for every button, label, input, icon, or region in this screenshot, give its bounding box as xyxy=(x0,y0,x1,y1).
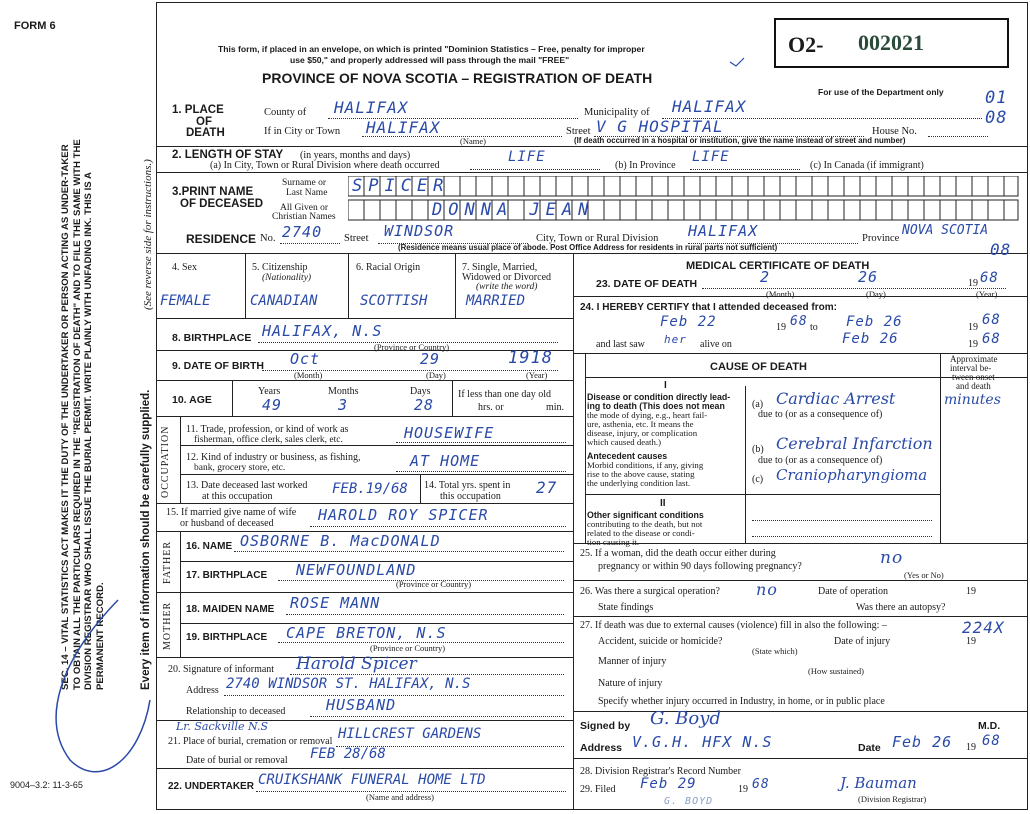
from-year: 68 xyxy=(790,314,808,329)
direct-2: ing to death (This does not mean xyxy=(587,401,725,411)
alive-year-prefix: 19 xyxy=(968,339,978,350)
father-birthplace-value: NEWFOUNDLAND xyxy=(296,561,417,579)
trade-label-2: fisherman, office clerk, sales clerk, etc. xyxy=(194,435,343,445)
father-name-value: OSBORNE B. MacDONALD xyxy=(240,532,441,550)
interval-label-3: tween onset xyxy=(952,372,995,382)
racial-label: 6. Racial Origin xyxy=(356,262,421,273)
stay-label: 2. LENGTH OF STAY xyxy=(172,149,284,161)
q27-where-label: Specify whether injury occurred in Industry, in home, or in public place xyxy=(598,696,885,707)
dod-day: 26 xyxy=(858,268,879,286)
undertaker-label: 22. UNDERTAKER xyxy=(168,781,254,792)
industry-label-2: bank, grocery store, etc. xyxy=(194,463,286,473)
county-value: HALIFAX xyxy=(334,98,409,117)
to-year: 68 xyxy=(982,312,1001,328)
dept-code-2: 08 xyxy=(985,108,1008,128)
q27-date-label: Date of injury xyxy=(834,636,891,647)
occupation-side-label: OCCUPATION xyxy=(160,425,171,498)
birthplace-sub: (Province or Country) xyxy=(374,342,450,352)
surname-value: SPICER xyxy=(352,176,450,196)
cause-c-value: Craniopharyngioma xyxy=(776,466,928,484)
birthplace-label: 8. BIRTHPLACE xyxy=(172,332,252,344)
last-worked-label-2: at this occupation xyxy=(202,491,273,502)
street-name-caption: (Name) xyxy=(460,136,486,146)
informant-signature: Harold Spicer xyxy=(296,654,417,674)
mother-birthplace-value: CAPE BRETON, N.S xyxy=(286,624,447,642)
marital-label-1: 7. Single, Married, xyxy=(462,262,538,273)
father-name-label: 16. NAME xyxy=(186,541,233,552)
dod-day-caption: (Day) xyxy=(866,289,886,299)
residence-street-label: Street xyxy=(344,233,369,244)
stay-city-value: LIFE xyxy=(508,149,546,165)
last-saw-label: and last saw xyxy=(596,339,645,350)
q26-answer: no xyxy=(756,580,778,599)
industry-label-1: 12. Kind of industry or business, as fishing, xyxy=(186,452,361,463)
mother-maiden-label: 18. MAIDEN NAME xyxy=(186,604,275,615)
mother-maiden-value: ROSE MANN xyxy=(290,594,381,612)
part-one-marker: I xyxy=(664,380,667,391)
registrar-stamp: G. BOYD xyxy=(664,796,714,807)
years-spent-label-2: this occupation xyxy=(440,491,501,502)
q26-autopsy-label: Was there an autopsy? xyxy=(856,602,946,613)
citizenship-value: CANADIAN xyxy=(250,293,318,309)
blue-pen-check xyxy=(730,58,744,66)
mother-birthplace-label: 19. BIRTHPLACE xyxy=(186,632,268,643)
signed-signature: G. Boyd xyxy=(650,708,721,729)
city-value: HALIFAX xyxy=(366,118,441,137)
dob-month: Oct xyxy=(290,350,321,368)
informant-address-label: Address xyxy=(186,685,219,696)
q26-date-label: Date of operation xyxy=(818,586,888,597)
birthplace-value: HALIFAX, N.S xyxy=(262,322,383,340)
direct-3: the mode of dying, e.g., heart fail- xyxy=(587,410,708,420)
registration-number: 002021 xyxy=(858,30,924,55)
spouse-value: HAROLD ROY SPICER xyxy=(318,506,489,524)
last-saw-her: her xyxy=(664,333,687,346)
q27-date-prefix: 19 xyxy=(966,636,976,647)
house-label: House No. xyxy=(872,126,917,137)
dod-year-caption: (Year) xyxy=(976,289,998,299)
age-less-label: If less than one day old xyxy=(458,389,552,400)
father-side-label: FATHER xyxy=(162,540,173,584)
burial-place-note: Lr. Sackville N.S xyxy=(176,720,268,733)
sex-value: FEMALE xyxy=(160,293,211,309)
spouse-label-2: or husband of deceased xyxy=(180,518,274,529)
residence-province-value: NOVA SCOTIA xyxy=(902,223,989,238)
direct-4: ure, asthenia, etc. It means the xyxy=(587,419,694,429)
place-label-2: OF xyxy=(196,116,212,128)
father-birthplace-sub: (Province or Country) xyxy=(396,579,472,589)
dept-use-label: For use of the Department only xyxy=(818,87,944,97)
signed-year: 68 xyxy=(982,733,1001,749)
signed-year-prefix: 19 xyxy=(966,742,976,753)
reverse-side-note: (See reverse side for instructions.) xyxy=(142,159,154,310)
age-hrs-label: hrs. or xyxy=(478,402,504,413)
other-2: contributing to the death, but not xyxy=(587,519,703,529)
marital-label-2: Widowed or Divorced xyxy=(462,272,552,283)
sex-label: 4. Sex xyxy=(172,262,197,273)
residence-no-label: No. xyxy=(260,233,276,244)
industry-value: AT HOME xyxy=(410,452,481,470)
due-to-a: due to (or as a consequence of) xyxy=(758,409,883,420)
dob-month-caption: (Month) xyxy=(294,370,323,380)
stay-units: (in years, months and days) xyxy=(300,150,411,161)
instructions-text: Every item of information should be carefully supplied. xyxy=(140,389,152,690)
q25-label-2: pregnancy or within 90 days following pregnancy? xyxy=(598,561,802,572)
surname-label-1: Surname or xyxy=(282,178,327,188)
q25-label-1: 25. If a woman, did the death occur either during xyxy=(580,548,776,559)
citizenship-sub: (Nationality) xyxy=(262,273,312,283)
age-months-label: Months xyxy=(328,386,359,397)
filed-label: 29. Filed xyxy=(580,784,616,795)
stay-canada-label: (c) In Canada (if immigrant) xyxy=(810,160,924,171)
form-title: PROVINCE OF NOVA SCOTIA – REGISTRATION OF DEATH xyxy=(262,70,653,86)
age-months-value: 3 xyxy=(338,396,349,414)
cause-c-marker: (c) xyxy=(752,474,764,485)
due-to-b: due to (or as a consequence of) xyxy=(758,455,883,466)
attended-to-label: to xyxy=(810,322,818,333)
stay-city-label: (a) In City, Town or Rural Division where death occurred xyxy=(210,160,440,171)
signed-label: Signed by xyxy=(580,720,631,732)
blue-pen-curve xyxy=(56,600,150,772)
cause-a-marker: (a) xyxy=(752,399,764,410)
alive-on-label: alive on xyxy=(700,339,732,350)
informant-sig-label: 20. Signature of informant xyxy=(168,664,275,675)
cause-b-value: Cerebral Infarction xyxy=(776,434,933,453)
burial-place-value: HILLCREST GARDENS xyxy=(338,726,482,742)
other-1: Other significant conditions xyxy=(587,510,704,520)
cause-header: CAUSE OF DEATH xyxy=(710,361,807,373)
alive-on: Feb 26 xyxy=(842,331,899,347)
city-label: If in City or Town xyxy=(264,126,341,137)
age-years-label: Years xyxy=(258,386,281,397)
direct-6: which caused death.) xyxy=(587,437,662,447)
interval-label-1: Approximate xyxy=(950,354,998,364)
stay-province-label: (b) In Province xyxy=(615,160,676,171)
other-3: related to the disease or condi- xyxy=(587,528,695,538)
antecedent-1: Antecedent causes xyxy=(587,451,668,461)
county-label: County of xyxy=(264,107,307,118)
age-min-label: min. xyxy=(546,402,565,413)
burial-place-label: 21. Place of burial, cremation or removal xyxy=(168,736,333,747)
record-label: 28. Division Registrar's Record Number xyxy=(580,766,741,777)
postal-note-line-2: use $50," and properly addressed will pass through the mail "FREE" xyxy=(290,55,570,65)
cause-b-marker: (b) xyxy=(752,444,764,455)
spouse-label-1: 15. If married give name of wife xyxy=(166,507,297,518)
years-spent-label-1: 14. Total yrs. spent in xyxy=(424,480,511,491)
filed-year: 68 xyxy=(752,777,770,792)
certify-label: 24. I HEREBY CERTIFY that I attended deceased from: xyxy=(580,302,837,313)
attended-from: Feb 22 xyxy=(660,314,717,330)
place-label-3: DEATH xyxy=(186,127,225,139)
residence-street-value: WINDSOR xyxy=(384,222,455,240)
direct-1: Disease or condition directly lead- xyxy=(587,392,731,402)
residence-province-label: Province xyxy=(862,233,900,244)
q25-sub: (Yes or No) xyxy=(904,570,944,580)
q25-answer: no xyxy=(880,548,904,568)
father-birthplace-label: 17. BIRTHPLACE xyxy=(186,570,268,581)
registrar-signature: J. Bauman xyxy=(840,774,917,792)
citizenship-label: 5. Citizenship xyxy=(252,262,308,273)
trade-label-1: 11. Trade, profession, or kind of work as xyxy=(186,424,349,435)
postal-note-line-1: This form, if placed in an envelope, on which is printed "Dominion Statistics – Free, penalty for improper xyxy=(218,44,645,54)
undertaker-value: CRUIKSHANK FUNERAL HOME LTD xyxy=(258,772,486,788)
to-year-prefix: 19 xyxy=(968,322,978,333)
from-year-prefix: 19 xyxy=(776,322,786,333)
alive-year: 68 xyxy=(982,331,1001,347)
name-label-2: OF DECEASED xyxy=(180,198,264,210)
interval-label-4: and death xyxy=(956,381,991,391)
residence-no-value: 2740 xyxy=(282,223,323,241)
dod-year-prefix: 19 xyxy=(968,278,978,289)
municipality-label: Municipality of xyxy=(584,107,650,118)
surname-label-2: Last Name xyxy=(286,188,328,198)
last-worked-value: FEB.19/68 xyxy=(332,481,408,497)
mother-side-label: MOTHER xyxy=(162,601,173,650)
place-label-1: 1. PLACE xyxy=(172,104,224,116)
signed-date: Feb 26 xyxy=(892,733,953,751)
statute-text: SEC. 14 – VITAL STATISTICS ACT MAKES IT THE DUTY OF THE UNDERTAKER OR PERSON ACTING AS UNDER-TAKER TO OBTAIN ALL THE PARTICULARS REQUIRED IN THE "REGISTRATION OF DEATH" AND TO FILE THE SAME WITH THE DIVISION REGISTRAR WHO SHALL ISSUE THE BURIAL PERMIT. WRITE PLAINLY WITH UNFADING INK. THIS IS A PERMANENT RECORD. xyxy=(60,139,106,690)
q27-how-sustained: (How sustained) xyxy=(808,666,864,676)
given-label-1: All Given or xyxy=(280,203,329,213)
municipality-value: HALIFAX xyxy=(672,97,747,116)
residence-label: RESIDENCE xyxy=(186,232,257,246)
medical-header: MEDICAL CERTIFICATE OF DEATH xyxy=(686,260,870,272)
dob-label: 9. DATE OF BIRTH xyxy=(172,360,264,372)
antecedent-2: Morbid conditions, if any, giving xyxy=(587,460,704,470)
age-label: 10. AGE xyxy=(172,394,212,406)
dod-label: 23. DATE OF DEATH xyxy=(596,278,698,290)
registration-prefix: O2- xyxy=(788,32,824,57)
filed-value: Feb 29 xyxy=(640,776,697,792)
years-spent-value: 27 xyxy=(536,478,558,497)
filed-year-prefix: 19 xyxy=(738,784,748,795)
antecedent-3: rise to the above cause, stating xyxy=(587,469,695,479)
age-years-value: 49 xyxy=(262,396,283,414)
attended-to: Feb 26 xyxy=(846,314,903,330)
burial-date-label: Date of burial or removal xyxy=(186,755,288,766)
last-worked-label-1: 13. Date deceased last worked xyxy=(186,480,308,491)
informant-address-value: 2740 WINDSOR ST. HALIFAX, N.S xyxy=(226,676,471,692)
signed-md-label: M.D. xyxy=(978,720,1001,732)
marital-value: MARRIED xyxy=(466,293,526,309)
relationship-label: Relationship to deceased xyxy=(186,706,286,717)
signed-date-label: Date xyxy=(858,742,881,754)
residence-note: (Residence means usual place of abode. Post Office Address for residents in rural parts not sufficient) xyxy=(398,243,778,252)
racial-value: SCOTTISH xyxy=(360,293,428,309)
q27-label: 27. If death was due to external causes (violence) fill in also the following: – xyxy=(580,620,887,631)
age-days-value: 28 xyxy=(414,396,435,414)
dod-year: 68 xyxy=(980,270,999,286)
q27-state-which: (State which) xyxy=(752,646,798,656)
marital-label-3: (write the word) xyxy=(476,282,538,292)
street-label: Street xyxy=(566,126,591,137)
stay-province-value: LIFE xyxy=(692,149,730,165)
q27-accident-label: Accident, suicide or homicide? xyxy=(598,636,723,647)
dob-year-caption: (Year) xyxy=(526,370,548,380)
q27-nature-label: Nature of injury xyxy=(598,678,663,689)
direct-5: disease, injury, or complication xyxy=(587,428,698,438)
residence-city-value: HALIFAX xyxy=(688,222,759,240)
residence-city-label: City, Town or Rural Division xyxy=(536,233,659,244)
street-value: V G HOSPITAL xyxy=(596,117,724,136)
dod-month: 2 xyxy=(760,268,771,286)
form-code: 9004–3.2: 11-3-65 xyxy=(10,780,83,790)
name-label-1: 3.PRINT NAME xyxy=(172,186,254,198)
trade-value: HOUSEWIFE xyxy=(404,424,495,442)
interval-label-2: interval be- xyxy=(950,363,992,373)
part-two-marker: II xyxy=(660,498,666,509)
cause-a-value: Cardiac Arrest xyxy=(776,389,896,408)
dept-code-3: 08 xyxy=(990,240,1012,259)
cause-a-interval: minutes xyxy=(944,392,1001,408)
q26-date-prefix: 19 xyxy=(966,586,976,597)
q27-manner-label: Manner of injury xyxy=(598,656,667,667)
hospital-note: (If death occurred in a hospital or institution, give the name instead of street and number) xyxy=(574,136,906,145)
dob-day-caption: (Day) xyxy=(426,370,446,380)
registrar-caption: (Division Registrar) xyxy=(858,794,927,804)
undertaker-sub: (Name and address) xyxy=(366,792,434,802)
given-label-2: Christian Names xyxy=(272,212,336,222)
signed-address: V.G.H. HFX N.S xyxy=(632,733,773,751)
q26-findings-label: State findings xyxy=(598,602,654,613)
signed-address-label: Address xyxy=(580,742,623,754)
q26-label: 26. Was there a surgical operation? xyxy=(580,586,720,597)
mother-birthplace-sub: (Province or Country) xyxy=(370,643,446,653)
burial-date-value: FEB 28/68 xyxy=(310,746,386,762)
relationship-value: HUSBAND xyxy=(326,696,397,714)
dob-year: 1918 xyxy=(508,348,553,368)
form-number: FORM 6 xyxy=(14,20,56,32)
antecedent-4: the underlying condition last. xyxy=(587,478,691,488)
given-value: DONNA JEAN xyxy=(432,200,595,220)
dob-day: 29 xyxy=(420,350,441,368)
dod-month-caption: (Month) xyxy=(766,289,795,299)
other-4: tion causing it. xyxy=(587,537,640,547)
age-days-label: Days xyxy=(410,386,431,397)
q27-code: 224X xyxy=(962,618,1005,637)
dept-code-1: 01 xyxy=(985,88,1008,108)
